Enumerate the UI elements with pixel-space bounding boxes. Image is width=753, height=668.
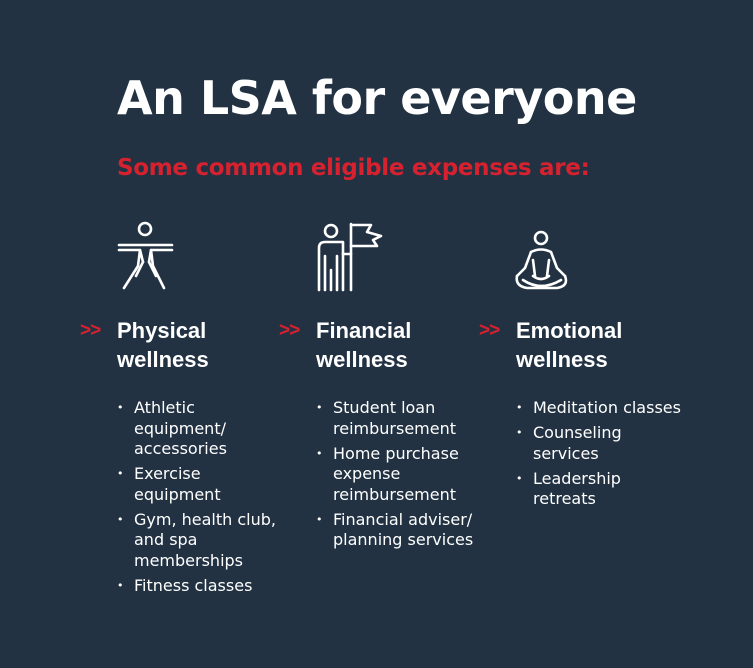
- column-heading: [516, 316, 676, 374]
- list-item: • Meditation classes: [516, 398, 686, 419]
- expense-list: [516, 398, 686, 514]
- arrows-marker: >>: [479, 320, 500, 341]
- heading-line-1: Financial: [316, 318, 412, 343]
- arrows-marker: >>: [80, 320, 101, 341]
- list-item: • Fitness classes: [117, 576, 287, 597]
- stretching-person-icon: [116, 220, 178, 294]
- page-title: An LSA for everyone: [117, 71, 637, 125]
- expense-list: [316, 398, 486, 555]
- arrows-marker: >>: [279, 320, 300, 341]
- list-item: • Exercise equipment: [117, 464, 287, 505]
- heading-line-2: wellness: [117, 347, 209, 372]
- heading-line-1: Emotional: [516, 318, 623, 343]
- heading-line-2: wellness: [316, 347, 408, 372]
- list-item: • Athletic equipment/ accessories: [117, 398, 287, 460]
- list-item: • Gym, health club, and spa memberships: [117, 510, 287, 572]
- heading-line-1: Physical: [117, 318, 207, 343]
- list-item: • Counseling services: [516, 423, 686, 464]
- list-item: • Financial adviser/ planning services: [316, 510, 486, 551]
- list-item: • Student loan reimbursement: [316, 398, 486, 439]
- meditating-person-icon: [513, 220, 575, 294]
- person-with-flag-icon: [315, 220, 377, 294]
- list-item: • Home purchase expense reimbursement: [316, 444, 486, 506]
- heading-line-2: wellness: [516, 347, 608, 372]
- column-heading: [316, 316, 476, 374]
- expense-list: [117, 398, 287, 601]
- list-item: • Leadership retreats: [516, 469, 686, 510]
- page-subtitle: Some common eligible expenses are:: [117, 155, 590, 181]
- column-heading: [117, 316, 277, 374]
